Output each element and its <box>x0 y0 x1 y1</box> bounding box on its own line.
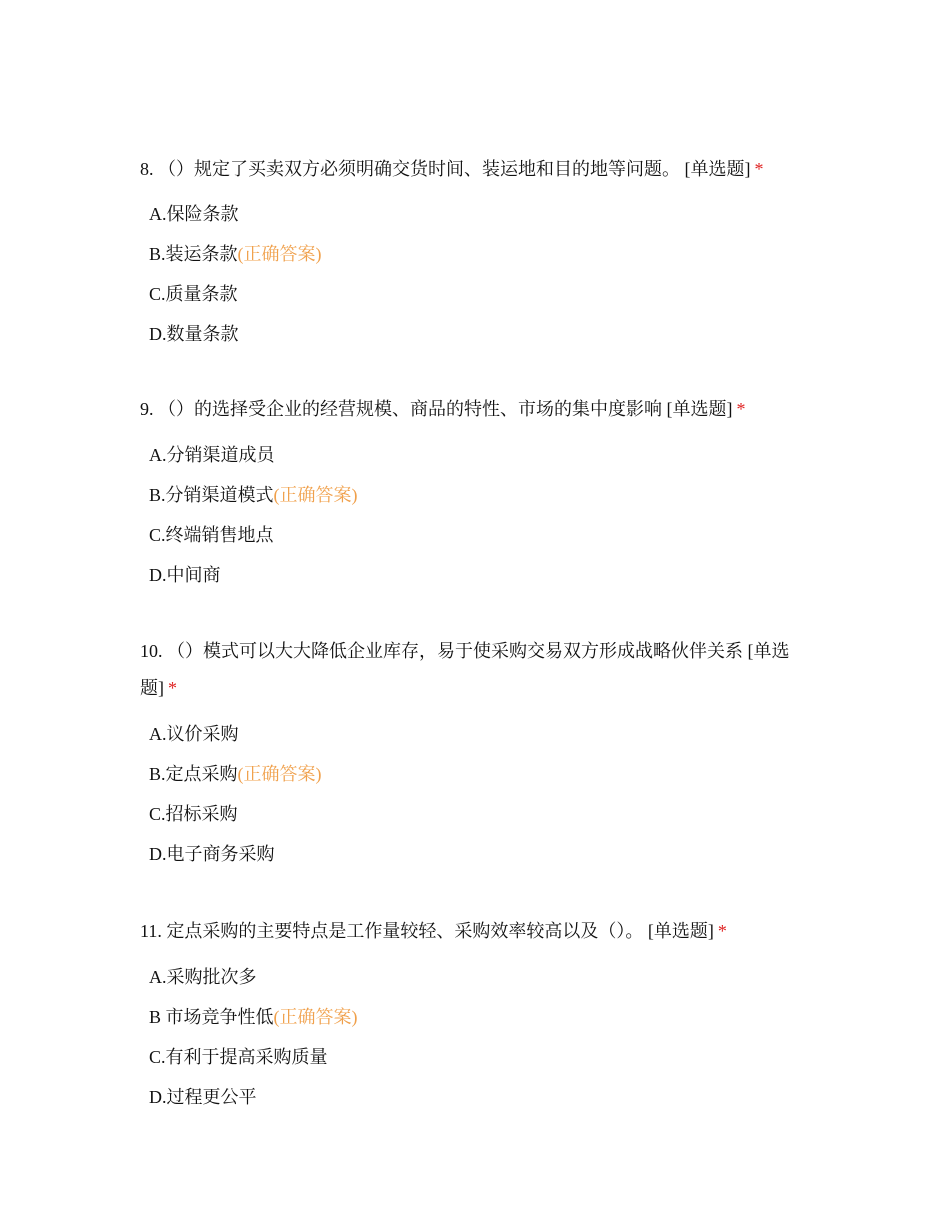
question-text: 11. 定点采购的主要特点是工作量较轻、采购效率较高以及（）。 [单选题] <box>140 921 714 941</box>
question-text: 9. （）的选择受企业的经营规模、商品的特性、市场的集中度影响 [单选题] <box>140 399 733 419</box>
question-10 <box>140 633 810 874</box>
question-9 <box>140 391 810 595</box>
question-title <box>140 151 810 188</box>
option-b <box>140 754 810 794</box>
option-d <box>140 834 810 874</box>
correct-answer-tag: (正确答案) <box>237 244 322 264</box>
option-c <box>140 794 810 834</box>
required-asterisk: * <box>717 921 727 941</box>
option-list <box>140 435 810 595</box>
option-a <box>140 957 810 997</box>
question-text: 8. （）规定了买卖双方必须明确交货时间、装运地和目的地等问题。 [单选题] <box>140 159 751 179</box>
option-b <box>140 234 810 274</box>
option-text: C.招标采购 <box>149 804 238 824</box>
option-d <box>140 555 810 595</box>
correct-answer-tag: (正确答案) <box>237 764 322 784</box>
option-b <box>140 475 810 515</box>
question-title <box>140 391 810 428</box>
option-text: D.电子商务采购 <box>149 844 275 864</box>
option-d <box>140 1077 810 1117</box>
option-list <box>140 194 810 354</box>
option-text: D.中间商 <box>149 565 221 585</box>
correct-answer-tag: (正确答案) <box>273 1007 358 1027</box>
option-a <box>140 435 810 475</box>
option-text: A.采购批次多 <box>149 967 257 987</box>
option-text: C.质量条款 <box>149 284 238 304</box>
option-text: A.分销渠道成员 <box>149 445 275 465</box>
question-8 <box>140 151 810 354</box>
option-c <box>140 274 810 314</box>
correct-answer-tag: (正确答案) <box>273 485 358 505</box>
option-text: C.终端销售地点 <box>149 525 274 545</box>
option-list <box>140 714 810 874</box>
question-title <box>140 913 810 950</box>
option-text: B.装运条款 <box>149 244 238 264</box>
question-title <box>140 633 810 707</box>
option-text: B 市场竞争性低 <box>149 1007 274 1027</box>
option-text: A.议价采购 <box>149 724 239 744</box>
option-a <box>140 194 810 234</box>
option-a <box>140 714 810 754</box>
option-text: D.过程更公平 <box>149 1087 257 1107</box>
option-text: B.定点采购 <box>149 764 238 784</box>
option-text: D.数量条款 <box>149 324 239 344</box>
option-text: C.有利于提高采购质量 <box>149 1047 328 1067</box>
required-asterisk: * <box>736 399 746 419</box>
option-d <box>140 314 810 354</box>
option-text: B.分销渠道模式 <box>149 485 274 505</box>
option-text: A.保险条款 <box>149 204 239 224</box>
required-asterisk: * <box>754 159 764 179</box>
option-b <box>140 997 810 1037</box>
option-list <box>140 957 810 1117</box>
required-asterisk: * <box>168 678 177 698</box>
question-11 <box>140 913 810 1117</box>
option-c <box>140 515 810 555</box>
option-c <box>140 1037 810 1077</box>
question-text: 10. （）模式可以大大降低企业库存，易于使采购交易双方形成战略伙伴关系 [单选题] <box>140 641 790 698</box>
